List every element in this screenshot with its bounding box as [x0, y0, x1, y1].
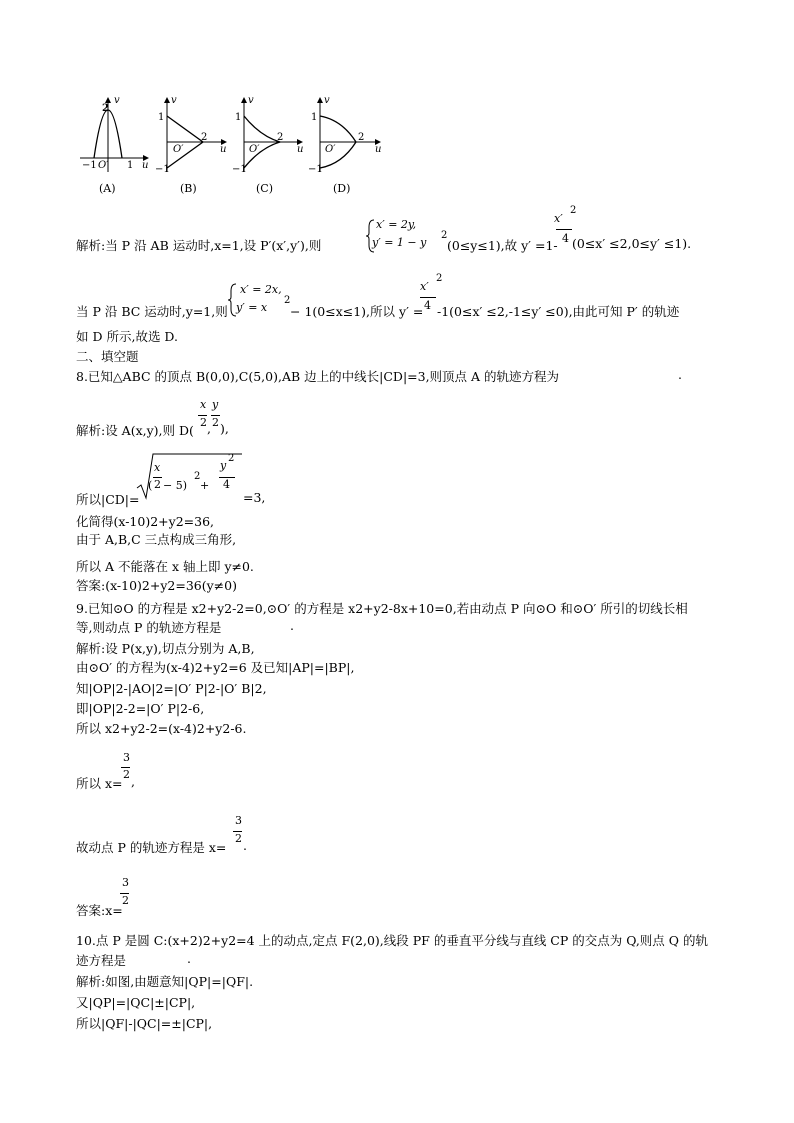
q9-analysis-line6-end: ,	[131, 774, 135, 789]
q8-analysis-line2-end: =3,	[243, 490, 266, 505]
panel-d-tick-2: 2	[358, 132, 365, 143]
q9-frac1-den: 2	[123, 768, 130, 781]
q8-analysis-line1-end: ),	[220, 421, 229, 436]
q8-sqrt-open: (	[148, 479, 153, 492]
panel-c-tick-neg1: −1	[232, 164, 247, 175]
panel-b-origin: O′	[173, 144, 184, 155]
system2-tail: − 1(0≤x≤1),所以 y′ =	[290, 304, 424, 319]
system2-eq1: x′ = 2x,	[240, 283, 282, 296]
panel-b-u-label: u	[220, 144, 227, 155]
system1-eq1: x′ = 2y,	[376, 218, 417, 231]
panel-a-label: (A)	[99, 182, 116, 195]
frac1-numerator: x′	[554, 212, 563, 225]
panel-b-v-label: v	[171, 95, 177, 106]
panel-c-tick-1: 1	[235, 112, 242, 123]
q8-analysis-line1: 解析:设 A(x,y),则 D(	[76, 423, 194, 438]
q10-stem-line2: 迹方程是	[76, 953, 127, 968]
panel-a	[80, 95, 148, 195]
q8-sqrt-frac-x-num: x	[154, 461, 161, 474]
panel-b	[155, 95, 226, 195]
panel-b-tick-neg1: −1	[155, 164, 170, 175]
q9-frac3-den: 2	[122, 894, 129, 907]
analysis7-line1-end: (0≤x′ ≤2,0≤y′ ≤1).	[572, 236, 692, 251]
panel-d-v-label: v	[324, 95, 330, 106]
q8-analysis-line5: 所以 A 不能落在 x 轴上即 y≠0.	[76, 559, 254, 574]
q8-frac-y-den: 2	[212, 416, 219, 429]
q9-frac2-num: 3	[235, 814, 242, 827]
analysis7-line3: 如 D 所示,故选 D.	[76, 329, 178, 344]
q8-frac-x-den: 2	[200, 416, 207, 429]
q9-analysis-line2: 由⊙O′ 的方程为(x-4)2+y2=6 及已知|AP|=|BP|,	[76, 660, 355, 675]
panel-c	[232, 95, 303, 195]
frac2-exp: 2	[436, 273, 443, 284]
panel-b-tick-1: 1	[158, 112, 165, 123]
section-heading: 二、填空题	[76, 349, 139, 364]
frac2-numerator: x′	[420, 280, 429, 293]
q8-frac-x-num: x	[200, 398, 207, 411]
analysis7-line2-end: -1(0≤x′ ≤2,-1≤y′ ≤0),由此可知 P′ 的轨迹	[437, 304, 680, 319]
q10-analysis-line3: 所以|QF|-|QC|=±|CP|,	[76, 1016, 213, 1031]
panel-a-origin: O′	[98, 160, 109, 171]
panel-a-tick-neg1: −1	[82, 160, 97, 171]
q9-analysis-line5: 所以 x2+y2-2=(x-4)2+y2-6.	[76, 721, 247, 736]
q8-sqrt-exp: 2	[194, 471, 201, 482]
q9-analysis-line3: 知|OP|2-|AO|2=|O′ P|2-|O′ B|2,	[76, 681, 267, 696]
panel-c-u-label: u	[297, 144, 304, 155]
q10-blank-dot: .	[187, 951, 191, 966]
q9-frac2-den: 2	[235, 832, 242, 845]
q8-answer: 答案:(x-10)2+y2=36(y≠0)	[76, 578, 237, 593]
q10-analysis-line2: 又|QP|=|QC|±|CP|,	[76, 995, 196, 1010]
q9-analysis-line7: 故动点 P 的轨迹方程是 x=	[76, 840, 227, 855]
panel-a-u-label: u	[142, 160, 149, 171]
q9-frac1-num: 3	[123, 751, 130, 764]
panel-b-tick-2: 2	[201, 132, 208, 143]
q8-sqrt-frac-y-den: 4	[223, 478, 230, 491]
panel-d-tick-neg1: −1	[308, 164, 323, 175]
panel-b-label: (B)	[180, 182, 197, 195]
system1-tail: (0≤y≤1),故 y′ =1-	[447, 238, 558, 253]
q8-blank-dot: .	[678, 367, 682, 382]
frac1-denominator: 4	[562, 232, 569, 245]
q9-analysis-line4: 即|OP|2-2=|O′ P|2-6,	[76, 701, 205, 716]
q8-analysis-line4: 由于 A,B,C 三点构成三角形,	[76, 532, 237, 547]
panel-d-tick-1: 1	[311, 112, 318, 123]
analysis7-line1: 解析:当 P 沿 AB 运动时,x=1,设 P′(x′,y′),则	[76, 238, 322, 253]
q10-analysis-line1: 解析:如图,由题意知|QP|=|QF|.	[76, 974, 254, 989]
analysis7-line2: 当 P 沿 BC 运动时,y=1,则	[76, 304, 228, 319]
panel-a-v-label: v	[114, 95, 120, 106]
q9-stem-line2: 等,则动点 P 的轨迹方程是	[76, 620, 222, 635]
q9-analysis-line6: 所以 x=	[76, 776, 123, 791]
q8-analysis-line2: 所以|CD|=	[76, 492, 140, 507]
frac2-bar	[420, 297, 436, 298]
panel-c-label: (C)	[256, 182, 273, 195]
system2-exp: 2	[284, 295, 291, 306]
panel-c-origin: O′	[249, 144, 260, 155]
system1-exp: 2	[441, 230, 448, 241]
panel-c-v-label: v	[248, 95, 254, 106]
q9-answer: 答案:x=	[76, 903, 123, 918]
q8-comma: ,	[207, 421, 211, 436]
system1-eq2: y′ = 1 − y	[372, 236, 427, 249]
panel-d-label: (D)	[333, 182, 351, 195]
frac1-bar	[556, 229, 572, 230]
frac2-denominator: 4	[424, 299, 431, 312]
panel-d-u-label: u	[375, 144, 382, 155]
q9-analysis-line7-end: .	[243, 838, 247, 853]
q10-stem-line1: 10.点 P 是圆 C:(x+2)2+y2=4 上的动点,定点 F(2,0),线段 PF 的垂直平分线与直线 CP 的交点为 Q,则点 Q 的轨	[76, 933, 709, 948]
q8-sqrt-frac-y-exp: 2	[228, 453, 235, 464]
graph-figure	[76, 92, 386, 200]
graph-figure-svg	[76, 92, 386, 200]
panel-a-tick-1: 1	[127, 160, 134, 171]
q8-sqrt-frac-y-num: y	[220, 459, 227, 472]
q9-frac3-num: 3	[122, 876, 129, 889]
q8-sqrt-minus5: − 5)	[163, 479, 188, 492]
system2-eq2: y′ = x	[236, 301, 268, 314]
q8-stem: 8.已知△ABC 的顶点 B(0,0),C(5,0),AB 边上的中线长|CD|=3,则顶点 A 的轨迹方程为	[76, 369, 560, 384]
q8-analysis-line3: 化简得(x-10)2+y2=36,	[76, 514, 215, 529]
panel-d	[308, 95, 381, 195]
panel-c-tick-2: 2	[277, 132, 284, 143]
frac1-exp: 2	[570, 205, 577, 216]
panel-d-origin: O′	[325, 144, 336, 155]
panel-a-tick-2: 2	[102, 103, 109, 114]
q9-blank-dot: .	[290, 618, 294, 633]
q8-sqrt-plus: +	[200, 479, 210, 492]
q9-stem-line1: 9.已知⊙O 的方程是 x2+y2-2=0,⊙O′ 的方程是 x2+y2-8x+10=0,若由动点 P 向⊙O 和⊙O′ 所引的切线长相	[76, 601, 688, 616]
q8-sqrt-frac-x-den: 2	[154, 478, 161, 491]
q9-analysis-line1: 解析:设 P(x,y),切点分别为 A,B,	[76, 641, 255, 656]
q8-frac-y-num: y	[212, 398, 219, 411]
